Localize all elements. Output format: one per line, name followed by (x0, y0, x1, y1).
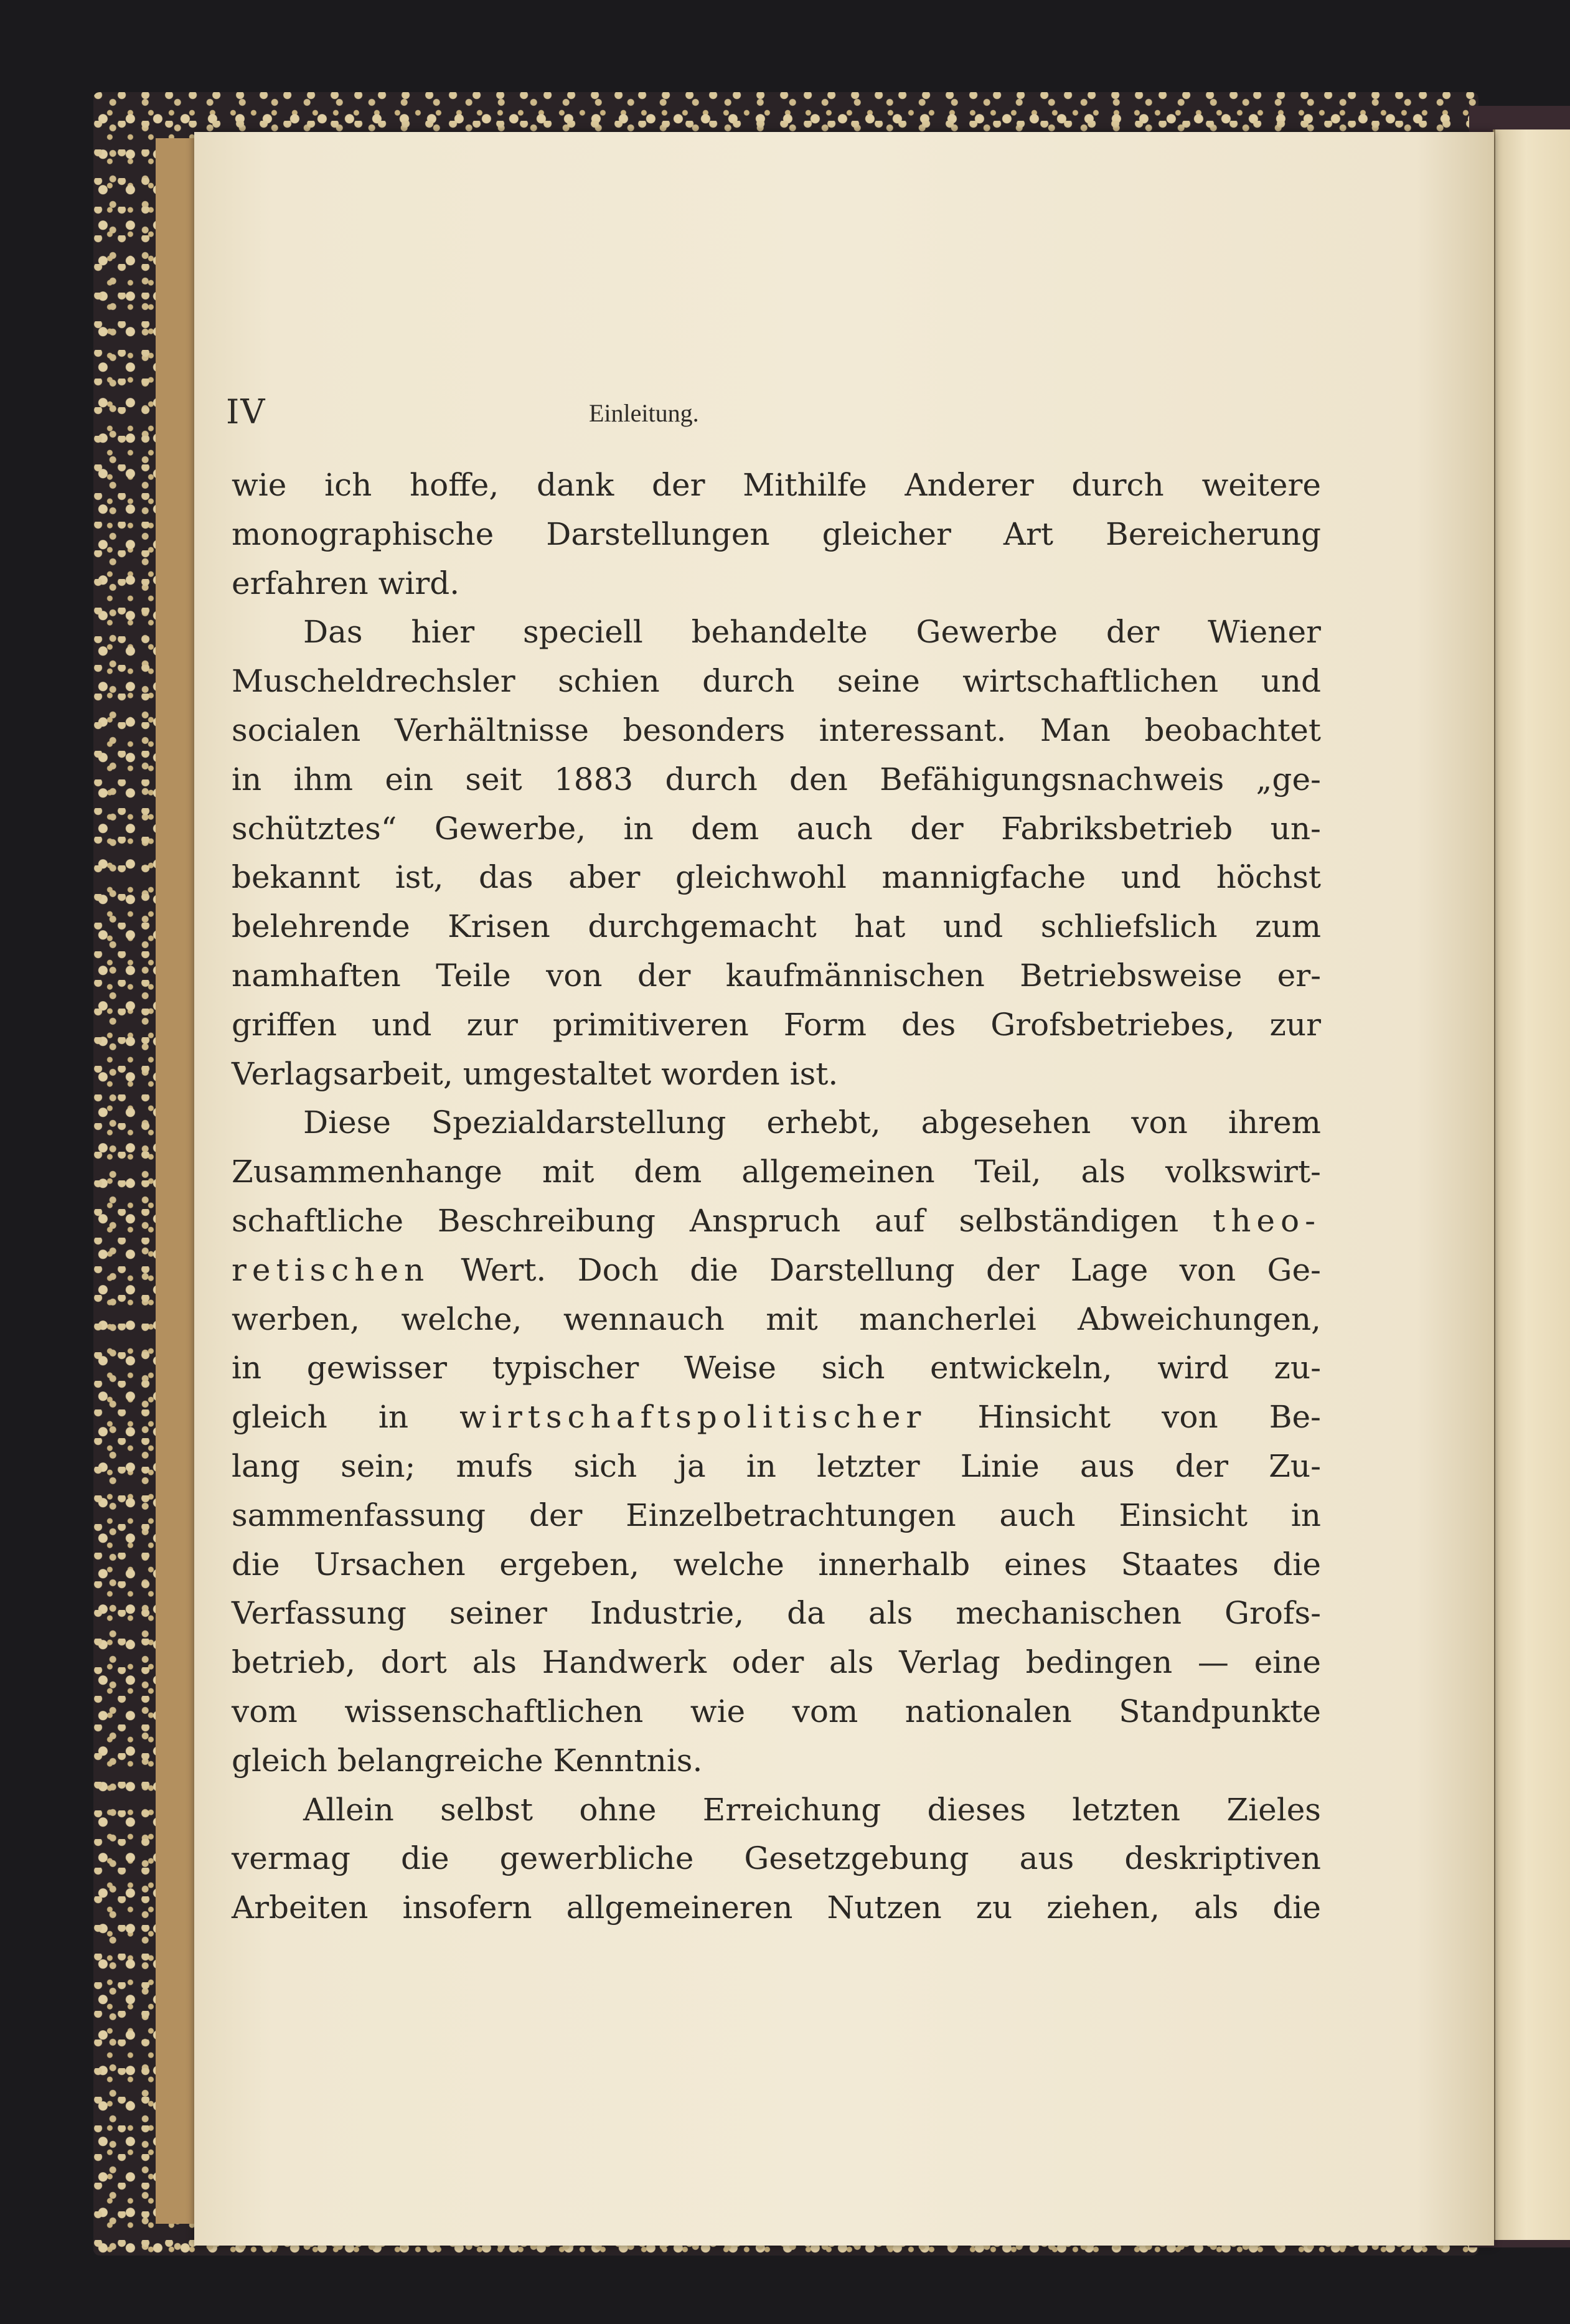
text-line: Arbeiten insofern allgemeineren Nutzen zu ziehen, als die (232, 1889, 1322, 1926)
text-line: Verlagsarbeit, umgestaltet worden ist. (232, 1055, 839, 1092)
text-line: Diese Spezialdarstellung erhebt, abgesehen von ihrem (303, 1104, 1321, 1141)
running-head-title: Einleitung. (589, 399, 699, 427)
text-line: vom wissenschaftlichen wie vom nationalen Standpunkte (232, 1693, 1321, 1729)
text-line: in gewisser typischer Weise sich entwickeln, wird zu- (232, 1350, 1321, 1386)
text-line: in ihm ein seit 1883 durch den Befähigungsnachweis „ge- (232, 761, 1321, 797)
text-line: Das hier speciell behandelte Gewerbe der Wiener (303, 614, 1321, 651)
text-line: griffen und zur primitiveren Form des Grofsbetriebes, zur (232, 1006, 1321, 1043)
text-line: wie ich hoffe, dank der Mithilfe Anderer durch weitere (232, 467, 1321, 503)
text-line: sammenfassung der Einzelbetrachtungen auch Einsicht in (232, 1497, 1321, 1533)
text-line: belehrende Krisen durchgemacht hat und schliefslich zum (232, 908, 1322, 945)
text-line: gleich belangreiche Kenntnis. (232, 1742, 703, 1779)
page-number: IV (226, 392, 266, 431)
text-line: schütztes“ Gewerbe, in dem auch der Fabriksbetrieb un- (232, 810, 1321, 847)
text-line: schaftliche Beschreibung Anspruch auf selbständigen theo- (232, 1202, 1321, 1239)
text-line: betrieb, dort als Handwerk oder als Verlag bedingen — eine (232, 1644, 1321, 1681)
text-line: werben, welche, wennauch mit mancherlei Abweichungen, (232, 1301, 1321, 1337)
text-line: socialen Verhältnisse besonders interessant. Man beobachtet (232, 712, 1321, 748)
text-line: die Ursachen ergeben, welche innerhalb eines Staates die (232, 1546, 1321, 1583)
body-text (232, 461, 1321, 1932)
text-line: bekannt ist, das aber gleichwohl mannigfache und höchst (232, 859, 1321, 896)
text-line: erfahren wird. (232, 565, 460, 601)
text-line: lang sein; mufs sich ja in letzter Linie aus der Zu- (232, 1447, 1322, 1484)
text-line: vermag die gewerbliche Gesetzgebung aus deskriptiven (232, 1840, 1321, 1877)
text-line: retischen Wert. Doch die Darstellung der Lage von Ge- (232, 1251, 1321, 1288)
text-line: Zusammenhange mit dem allgemeinen Teil, als volkswirt- (232, 1154, 1321, 1190)
text-line: monographische Darstellungen gleicher Art Bereicherung (232, 515, 1321, 552)
text-line: Allein selbst ohne Erreichung dieses letzten Zieles (303, 1791, 1321, 1828)
text-line: gleich in wirtschaftspolitischer Hinsicht von Be- (232, 1399, 1321, 1436)
text-line: Verfassung seiner Industrie, da als mechanischen Grofs- (232, 1595, 1322, 1632)
text-line: namhaften Teile von der kaufmännischen Betriebsweise er- (232, 957, 1321, 994)
facing-page-edge (1493, 129, 1570, 2240)
text-line: Muscheldrechsler schien durch seine wirtschaftlichen und (232, 663, 1321, 700)
